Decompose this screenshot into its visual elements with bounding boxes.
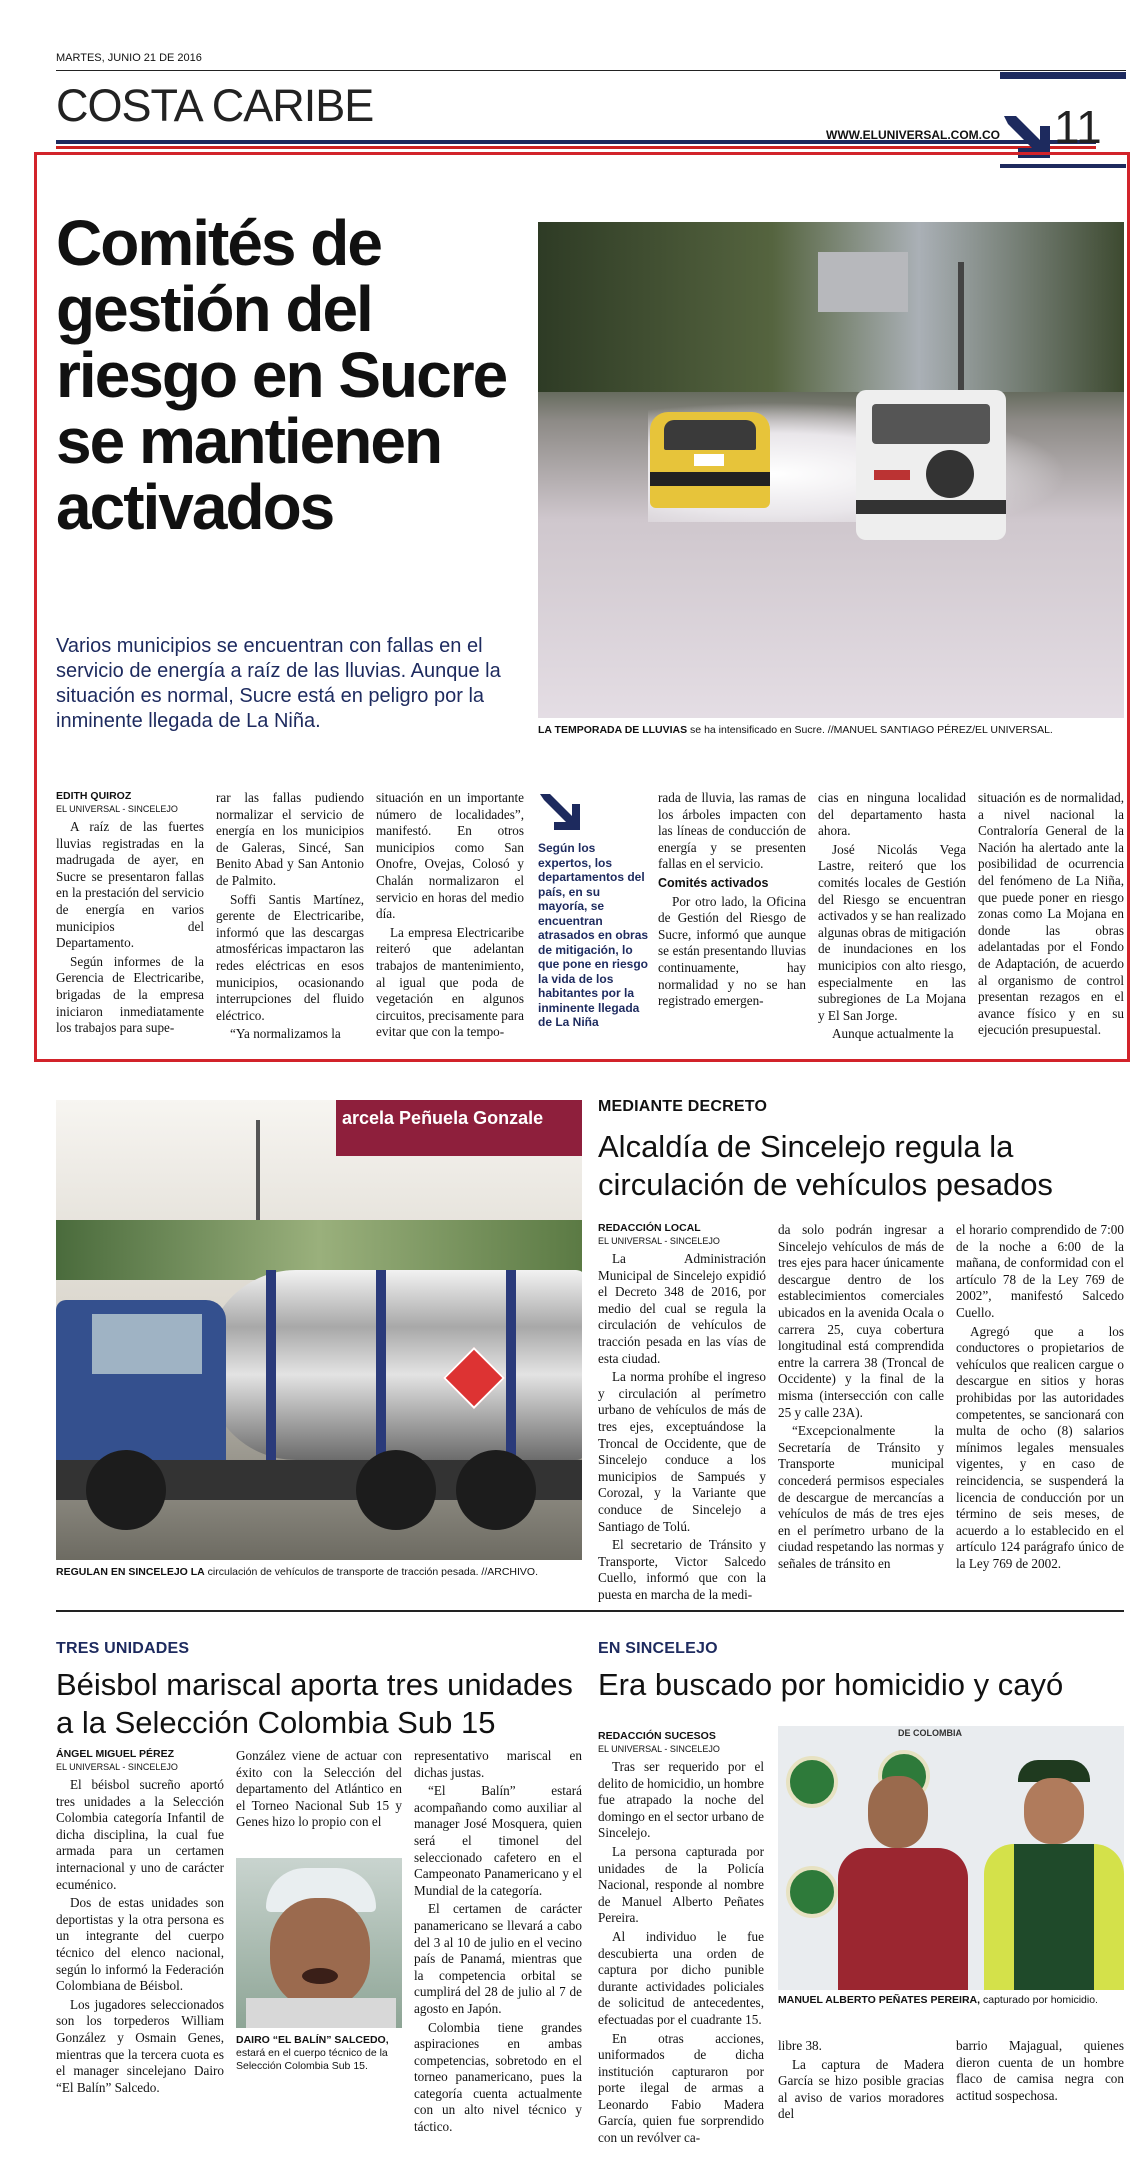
arrest-photo: DE COLOMBIA: [778, 1726, 1124, 1990]
lead-col-7: situación es de normalidad, a nivel nacional la Contraloría General de la Nación ha alertado ante la posibilidad de ocurrencia del fenómeno de La Niña, que puede poner en riesgo zonas como La Mojana en donde las obras adelantadas por el Fondo de Adaptación, de acuerdo al organismo de control presentan rezagos en el avance físico y en su ejecución presupuestal.: [978, 790, 1124, 1038]
second-col-3: el horario comprendido de 7:00 de la noche a 6:00 de la mañana, de conformidad con el artículo 78 de la Ley 769 de 2002”, manifestó Salcedo Cuello. Agregó que a los conductores o propietarios de vehículos que realicen cargue o descargue en sitios y horas prohibidas por las autoridades competentes, se sancionará con multa de ocho (8) salarios mínimos legales mensuales vigentes, y en caso de reincidencia, se suspenderá la licencia de conducción por un término de seis meses, de acuerdo a lo establecido en el artículo 124 parágrafo único de la Ley 769 de 2002.: [956, 1222, 1124, 1571]
yellow-taxi: [650, 412, 770, 508]
lead-photo-caption: LA TEMPORADA DE LLUVIAS se ha intensificado en Sucre. //MANUEL SANTIAGO PÉREZ/EL UNIVERSAL.: [538, 724, 1053, 736]
lead-col-1: EDITH QUIROZ EL UNIVERSAL - SINCELEJO A raíz de las fuertes lluvias registradas en la madrugada de ayer, en Sucre se presentaron fallas en la prestación del servicio de energía en varios municipios del Departamento. Según informes de la Gerencia de Electricaribe, brigadas de la empresa iniciaron inmediatamente los trabajos para supe-: [56, 790, 204, 1036]
fourth-headline: Era buscado por homicidio y cayó: [598, 1667, 1064, 1702]
arrow-down-right-icon: [538, 788, 582, 832]
tanker-tank: [206, 1270, 582, 1460]
third-headline: Béisbol mariscal aporta tres unidades a la Selección Colombia Sub 15: [56, 1667, 573, 1740]
second-headline: Alcaldía de Sincelejo regula la circulación de vehículos pesados: [598, 1129, 1053, 1202]
issue-date: MARTES, JUNIO 21 DE 2016: [56, 52, 202, 64]
player-photo-caption: DAIRO “EL BALÍN” SALCEDO, estará en el cuerpo técnico de la Selección Colombia Sub 15.: [236, 2034, 389, 2072]
pullquote: Según los expertos, los departamentos del país, en su mayoría, se encuentran atrasados en obras de mitigación, lo que pone en riesgo la vida de los habitantes por la inminente llegada de La Niña: [538, 788, 650, 1030]
third-col-3: representativo mariscal en dichas justas. “El Balín” estará acompañando como auxiliar al manager José Mosquera, quien será el timonel del seleccionado cafetero en el Campeonato Panamericano y el Mundial de la categoría. El certamen de carácter panamericano se llevará a cabo del 3 al 10 de julio en el vecino país de Panamá, mientras que la competencia orbital se cumplirá del 28 de julio al 7 de agosto en Japón. Colombia tiene grandes aspiraciones en ambas competencias, sobretodo en el torneo panamericano, pues la categoría cuenta actualmente con un alto nivel técnico y táctico.: [414, 1748, 582, 2135]
rain-street-photo: [538, 222, 1124, 718]
player-portrait-photo: [236, 1858, 402, 2028]
detainee: [838, 1776, 968, 1990]
lead-headline: Comités de gestión del riesgo en Sucre se mantienen activados: [56, 207, 507, 543]
third-col-1: ÁNGEL MIGUEL PÉREZ EL UNIVERSAL - SINCELEJO El béisbol sucreño aportó tres unidades a la Selección Colombia categoría Infantil de dicha disciplina, la cual fue armada para un certamen internacional y uno de carácter ecuménico. Dos de estas unidades son deportistas y la otra persona es un integrante del cuerpo técnico del elenco nacional, según lo informó la Federación Colombiana de Béisbol. Los jugadores seleccionados son los torpederos William González y Osmain Genes, mientras que la tercera cuota es el manager sincelejano Dairo “El Balín” Salcedo.: [56, 1748, 224, 2095]
fourth-col-2: libre 38. La captura de Madera García se hizo posible gracias al aviso de varios moradores del: [778, 2038, 944, 2122]
lead-deck: Varios municipios se encuentran con fallas en el servicio de energía a raíz de las lluvias. Aunque la situación es normal, Sucre está en peligro por la inminente llegada de La Niña.: [56, 635, 501, 732]
second-kicker: MEDIANTE DECRETO: [598, 1098, 768, 1115]
lead-col-6: cias en ninguna localidad del departamento hasta ahora. José Nicolás Vega Lastre, reiteró que los comités locales de Gestión del Riesgo se encuentran activados y se han realizado algunas obras de mitigación de inundaciones en los municipios con alto riesgo, especialmente en las subregiones de La Mojana y El San Jorge. Aunque actualmente la: [818, 790, 966, 1042]
police-officer: [984, 1760, 1124, 1990]
fourth-kicker: EN SINCELEJO: [598, 1640, 718, 1657]
arrest-photo-caption: MANUEL ALBERTO PEÑATES PEREIRA, capturado por homicidio.: [778, 1994, 1098, 2006]
website-link[interactable]: WWW.ELUNIVERSAL.COM.CO: [826, 128, 1000, 142]
section-title: COSTA CARIBE: [56, 80, 374, 131]
header-top-rule: [56, 70, 1126, 71]
fourth-col-1: REDACCIÓN SUCESOS EL UNIVERSAL - SINCELEJO Tras ser requerido por el delito de homicidio, un hombre fue atrapado la noche del domingo en el sector urbano de Sincelejo. La persona capturada por unidades de la Policía Nacional, responde al nombre de Manuel Alberto Peñates Pereira. Al individuo le fue descubierta una orden de captura por dicho punible durante actividades policiales de solicitud de antecedentes, efectuadas por el cuadrante 15. En otras acciones, uniformados de dicha institución capturaron por porte ilegal de armas a Leonardo Fabio Madera García, quien fue sorprendido con un revólver ca-: [598, 1730, 764, 2146]
third-kicker: TRES UNIDADES: [56, 1640, 190, 1657]
page-number: 11: [1054, 101, 1102, 153]
second-col-1: REDACCIÓN LOCAL EL UNIVERSAL - SINCELEJO La Administración Municipal de Sincelejo expidió el Decreto 348 de 2016, por medio del cual se regula la circulación de vehículos de tracción pesada en las vías de esta ciudad. La norma prohíbe el ingreso y circulación al perímetro urbano de vehículos de más de tres ejes, exceptuándose la Troncal de Occidente, que de Sincelejo conduce a los municipios de Sampués y Corozal, y la Variante que conduce de Sincelejo a Santiago de Tolú. El secretario de Tránsito y Transporte, Victor Salcedo Cuello, informó que con la puesta en marcha de la medi-: [598, 1222, 766, 1602]
third-col-2: González viene de actuar con éxito con la Selección del departamento del Atlántico en el Torneo Nacional Sub 15 y Genes hizo lo propio con el: [236, 1748, 402, 1830]
truck-photo-caption: REGULAN EN SINCELEJO LA circulación de vehículos de transporte de tracción pesada. //ARCHIVO.: [56, 1566, 539, 1578]
section-underline-red: [56, 146, 1096, 149]
lead-col-5: rada de lluvia, las ramas de los árboles impacten con las líneas de conducción de energía y se presenten fallas en el servicio. Comités activados Por otro lado, la Oficina de Gestión del Riesgo de Sucre, informó que aunque se están presentando lluvias continuamente, hay normalidad y no se han registrado emergen-: [658, 790, 806, 1009]
billboard: arcela Peñuela Gonzale: [336, 1100, 582, 1156]
fourth-col-3: barrio Majagual, quienes dieron cuenta de un hombre flaco de camisa negra con actitud sospechosa.: [956, 2038, 1124, 2103]
white-suv: [856, 390, 1006, 540]
lead-col-3: situación en un importante número de localidades”, manifestó. En otros municipios como San Onofre, Ovejas, Colosó y Chalán normalizaron el servicio en horas del medio día. La empresa Electricaribe reiteró que adelantan trabajos de mantenimiento, al igual que poda de vegetación en algunos circuitos, precisamente para evitar que con la tempo-: [376, 790, 524, 1040]
divider-rule: [56, 1610, 1124, 1612]
second-col-2: da solo podrán ingresar a Sincelejo vehículos de más de tres ejes para hacer únicamente descargue dentro de los establecimientos comerciales ubicados en la avenida Ocala o carrera 25, cuya cobertura longitudinal está comprendida entre la carrera 38 (Troncal de Occidente) y la final de la misma (intersección con calle 25 y calle 23A). “Excepcionalmente la Secretaría de Tránsito y Transporte municipal concederá permisos especiales de descargue de mercancías a vehículos de más de tres ejes en el perímetro urbano de la ciudad respetando las normas y señales de tránsito en: [778, 1222, 944, 1571]
lead-col-2: rar las fallas pudiendo normalizar el servicio de energía en los municipios de Galeras, Sincé, San Benito Abad y San Antonio de Palmito. Soffi Santis Martínez, gerente de Electricaribe, informó que las descargas atmosféricas impactaron las redes eléctricas en esos municipios, ocasionando interrupciones del fluido eléctrico. “Ya normalizamos la: [216, 790, 364, 1042]
tanker-truck-photo: [56, 1100, 582, 1560]
